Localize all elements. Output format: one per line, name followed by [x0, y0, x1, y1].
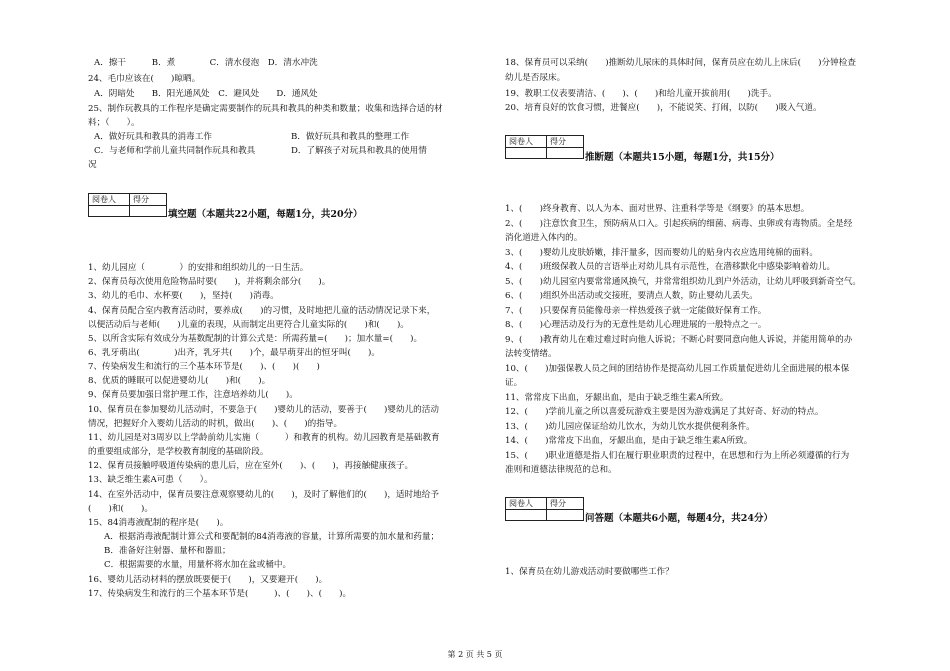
score-box: [88, 193, 167, 217]
grader-cell[interactable]: [89, 206, 130, 217]
fill-item-option: A．根据消毒液配制计算公式和要配制的84消毒液的容量，计算所需要的加水量和药量；: [104, 532, 440, 542]
section-title-qa: 问答题（本题共6小题，每题4分，共24分）: [585, 513, 773, 524]
fill-item: 7、传染病发生和流行的三个基本环节是( )、( )( ): [88, 362, 320, 372]
fill-item: 2、保育员每次使用危险物品时要( )，并将剩余部分( )。: [88, 277, 331, 287]
score-cell[interactable]: [547, 510, 584, 521]
fill-item: ( )和( )。: [88, 504, 153, 514]
judge-item: 12、( )学前儿童之所以喜爱玩游戏主要是因为游戏满足了其好奇、好动的特点。: [505, 407, 824, 417]
grader-label: 阅卷人: [506, 498, 547, 510]
question-25-line2: 料；（ ）。: [88, 118, 140, 128]
fill-item: 5、以所含实际有效成分为基数配制的计算公式是：所需药量=( )；加水量=( )。: [88, 334, 423, 344]
fill-item: 18、保育员可以采纳( )推断幼儿尿床的具体时间，保育员应在幼儿上床后( )分钟检查: [505, 58, 856, 68]
fill-item: 20、培育良好的饮食习惯，进餐应( )，不能说笑、打闹，以防( )吸入气道。: [505, 103, 822, 113]
fill-item: 幼儿是否尿床。: [505, 73, 566, 83]
judge-item: 消化道进入体内的。: [505, 233, 583, 243]
score-cell[interactable]: [130, 206, 167, 217]
question-25-options-ab: [88, 131, 488, 143]
fill-item: 12、保育员接触呼吸道传染病的患儿后，应在室外( )、( )，再接触健康孩子。: [88, 461, 414, 471]
fill-item: 11、幼儿园是对3周岁以上学龄前幼儿实施（ ）和教育的机构。幼儿园教育是基础教育: [88, 433, 440, 443]
fill-item: 3、幼儿的毛巾、水杯要( )，坚持( )消毒。: [88, 291, 279, 301]
judge-item: 13、( )幼儿园应保证给幼儿饮水，为幼儿饮水提供便利条件。: [505, 422, 755, 432]
question-24: 24、毛巾应该在( )晾晒。: [88, 74, 201, 84]
judge-item: 5、( )幼儿园室内要常常通风换气，并常常组织幼儿到户外活动，让幼儿呼吸到新奇空气。: [505, 277, 861, 287]
fill-item: 10、保育员在参加婴幼儿活动时，不要急于( )婴幼儿的活动，要善于( )婴幼儿的活动: [88, 405, 439, 415]
question-24-options: A．阴暗处 B．阳光通风处 C．避风处 D．通风处: [94, 89, 318, 99]
score-box: [505, 135, 584, 159]
judge-item: 11、常常皮下出血，牙龈出血，是由于缺乏维生素A所致。: [505, 393, 729, 403]
fill-item: 情况，把握好介入婴幼儿活动的时机，做出( )、( )的指导。: [88, 419, 343, 429]
fill-item: 的重要组成部分，是学校教育制度的基础阶段。: [88, 447, 269, 457]
fill-item: 8、优质的睡眠可以促进婴幼儿( )和( )。: [88, 376, 271, 386]
fill-item: 4、保育员配合室内教育活动时，要养成( )的习惯，及时地把儿童的活动情况记录下来，: [88, 306, 436, 316]
option-c: C．与老师和学前儿童共同制作玩具和教具: [94, 146, 256, 156]
grader-cell[interactable]: [506, 148, 547, 159]
section-title-judgement: 推断题（本题共15小题，每题1分，共15分）: [585, 152, 780, 163]
judge-item: 证。: [505, 378, 523, 388]
option-d: D．了解孩子对玩具和教具的使用情: [291, 146, 427, 156]
fill-item-option: C．根据需要的水量，用量杯将水加在盆或桶中。: [104, 560, 292, 570]
grader-cell[interactable]: [506, 510, 547, 521]
section-title-fill-in: 填空题（本题共22小题，每题1分，共20分）: [168, 209, 363, 220]
grader-label: 阅卷人: [506, 136, 547, 148]
score-label: 得分: [547, 498, 584, 510]
fill-item: 19、教职工仪表要清洁、( )、( )和给儿童开拔前用( )洗手。: [505, 89, 777, 99]
fill-item: 6、乳牙萌出( )出齐，乳牙共( )个，最早萌芽出的恒牙叫( )。: [88, 348, 380, 358]
question-25-line1: 25、制作玩教具的工作程序是确定需要制作的玩具和教具的种类和数量；收集和选择合适的材: [88, 104, 443, 114]
judge-item: 8、( )心理活动及行为的无意性是幼儿心理进展的一般特点之一。: [505, 320, 767, 330]
fill-item: 15、84消毒液配制的程序是( )。: [88, 518, 229, 528]
qa-item: 1、保育员在幼儿游戏活动时要做哪些工作？: [505, 567, 674, 577]
judge-item: 1、( )终身教育、以人为本、面对世界、注重科学等是《纲要》的基本思想。: [505, 204, 810, 214]
option-a: A．做好玩具和教具的消毒工作: [94, 132, 212, 142]
page-footer: 第 2 页 共 5 页: [447, 650, 503, 659]
score-label: 得分: [547, 136, 584, 148]
fill-item: 以便活动后与老师( )儿童的表现，从而制定出更符合儿童实际的( )和( )。: [88, 320, 409, 330]
fill-item: 13、缺乏维生素A可患（ ）。: [88, 475, 213, 485]
score-cell[interactable]: [547, 148, 584, 159]
option-b: B．做好玩具和教具的整理工作: [291, 132, 410, 142]
judge-item: 6、( )组织外出活动或交接班，要清点人数，防止婴幼儿丢失。: [505, 291, 758, 301]
mc-options-23: A．擦干 B．煮 C．清水侵泡 D．清水冲洗: [94, 58, 318, 68]
judge-item: 14、( )常常皮下出血，牙龈出血，是由于缺乏维生素A所致。: [505, 436, 753, 446]
option-d-continued: 况: [88, 160, 97, 170]
score-label: 得分: [130, 194, 167, 206]
judge-item: 法转变情绪。: [505, 349, 557, 359]
judge-item: 9、( )教育幼儿在难过难过时向他人诉说；不断心时要同意向他人诉说，并能用简单的办: [505, 335, 853, 345]
judge-item: 7、( )只要保育员能像母亲一样热爱孩子就一定能做好保育工作。: [505, 306, 767, 316]
judge-item: 10、( )加强保教人员之间的团结协作是提高幼儿园工作质量促进幼儿全面进展的根本保: [505, 364, 850, 374]
question-25-options-cd: [88, 145, 488, 157]
fill-item-option: B．准备好注射器、量杯和器皿；: [104, 546, 231, 556]
judge-item: 3、( )婴幼儿皮肤娇嫩，排汗量多，因而婴幼儿的贴身内衣应选用纯棉的面料。: [505, 248, 818, 258]
fill-item: 16、婴幼儿活动材料的摆放既要便于( )，又要避开( )。: [88, 575, 328, 585]
fill-item: 17、传染病发生和流行的三个基本环节是( )、( )、( )。: [88, 589, 352, 599]
grader-label: 阅卷人: [89, 194, 130, 206]
score-box: [505, 497, 584, 521]
fill-item: 14、在室外活动中，保育员要注意观察婴幼儿的( )，及时了解他们的( )，适时地给予: [88, 490, 439, 500]
judge-item: 15、( )职业道德是指人们在履行职业职责的过程中，在思想和行为上所必须遵循的行为: [505, 451, 850, 461]
judge-item: 准则和道德法律规范的总和。: [505, 465, 617, 475]
fill-item: 9、保育员要加强日常护理工作，注意培养幼儿( )。: [88, 390, 298, 400]
judge-item: 2、( )注意饮食卫生，预防病从口入。引起疾病的细菌、病毒、虫卵或有毒物质。全是经: [505, 219, 853, 229]
fill-item: 1、幼儿园应（ ）的安排和组织幼儿的一日生活。: [88, 263, 309, 273]
judge-item: 4、( )班级保教人员的言语举止对幼儿具有示范性，在潜移默化中感染影响着幼儿。: [505, 262, 836, 272]
